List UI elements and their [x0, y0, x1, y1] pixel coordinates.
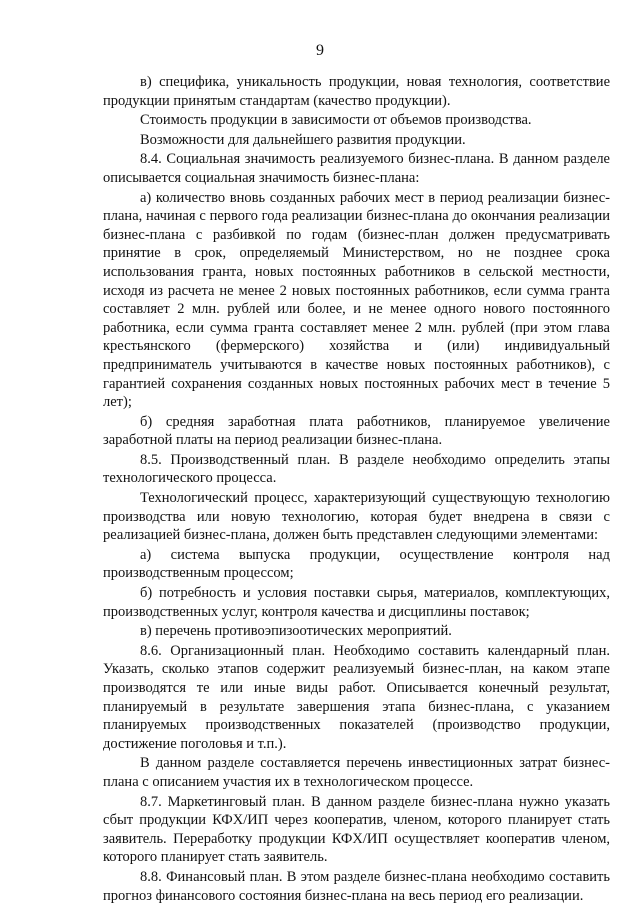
paragraph-output-system: а) система выпуска продукции, осуществление контроля над производственным процессом;	[103, 546, 610, 582]
paragraph-investment: В данном разделе составляется перечень инвестиционных затрат бизнес-плана с описанием участия их в технологическом процессе.	[103, 755, 610, 790]
paragraph-8-6-organizational: 8.6. Организационный план. Необходимо составить календарный план. Указать, сколько этапов содержит реализуемый бизнес-план, на каком этапе производятся те или иные виды работ. Описывается конечный результат, планируемый в результате завершения этапа бизнес-плана, с указанием планируемых производственных показателей (производство продукции, достижение поголовья и т.п.).	[103, 642, 610, 752]
document-body	[103, 73, 610, 906]
paragraph-development: Возможности для дальнейшего развития продукции.	[140, 131, 466, 148]
paragraph-jobs: а) количество вновь созданных рабочих мест в период реализации бизнес-плана, начиная с первого года реализации бизнес-плана до окончания реализации бизнес-плана с разбивкой по годам (бизнес-план должен предусматривать принятие в срок, определяемый Министерством, но не позднее срока использования гранта, новых постоянных работников в сельской местности, исходя из расчета не менее 2 новых постоянных работников, если сумма гранта составляет 2 млн. рублей или более, и не менее одного нового постоянного работника, если сумма гранта составляет менее 2 млн. рублей (при этом глава крестьянского (фермерского) хозяйства и (или) индивидуальный предприниматель учитываются в качестве новых постоянных работников), с гарантией сохранения созданных новых постоянных рабочих мест в течение 5 лет);	[103, 189, 610, 411]
paragraph-supply: б) потребность и условия поставки сырья, материалов, комплектующих, производственных услуг, контроля качества и дисциплины поставок;	[103, 585, 610, 620]
paragraph-specifics: в) специфика, уникальность продукции, новая технология, соответствие продукции принятым стандартам (качество продукции).	[103, 74, 610, 109]
paragraph-epizootic: в) перечень противоэпизоотических мероприятий.	[140, 623, 452, 640]
paragraph-tech-process: Технологический процесс, характеризующий существующую технологию производства или новую технологию, которая будет внедрена в связи с реализацией бизнес-плана, должен быть представлен следующими элементами:	[103, 490, 610, 544]
page-number: 9	[316, 42, 324, 59]
paragraph-8-5-production: 8.5. Производственный план. В разделе необходимо определить этапы технологического процесса.	[103, 451, 610, 487]
paragraph-8-4-social: 8.4. Социальная значимость реализуемого бизнес-плана. В данном разделе описывается социальная значимость бизнес-плана:	[103, 151, 610, 186]
paragraph-cost: Стоимость продукции в зависимости от объемов производства.	[140, 112, 532, 129]
paragraph-8-7-marketing: 8.7. Маркетинговый план. В данном разделе бизнес-плана нужно указать сбыт продукции КФХ/ИП через кооператив, членом, которого планирует стать заявитель. Переработку продукции КФХ/ИП осуществляет кооператив членом, которого планирует стать заявитель.	[103, 793, 610, 866]
paragraph-salary: б) средняя заработная плата работников, планируемое увеличение заработной платы на период реализации бизнес-плана.	[103, 413, 610, 449]
paragraph-8-8-financial: 8.8. Финансовый план. В этом разделе бизнес-плана необходимо составить прогноз финансового состояния бизнес-плана на весь период его реализации.	[103, 868, 610, 904]
